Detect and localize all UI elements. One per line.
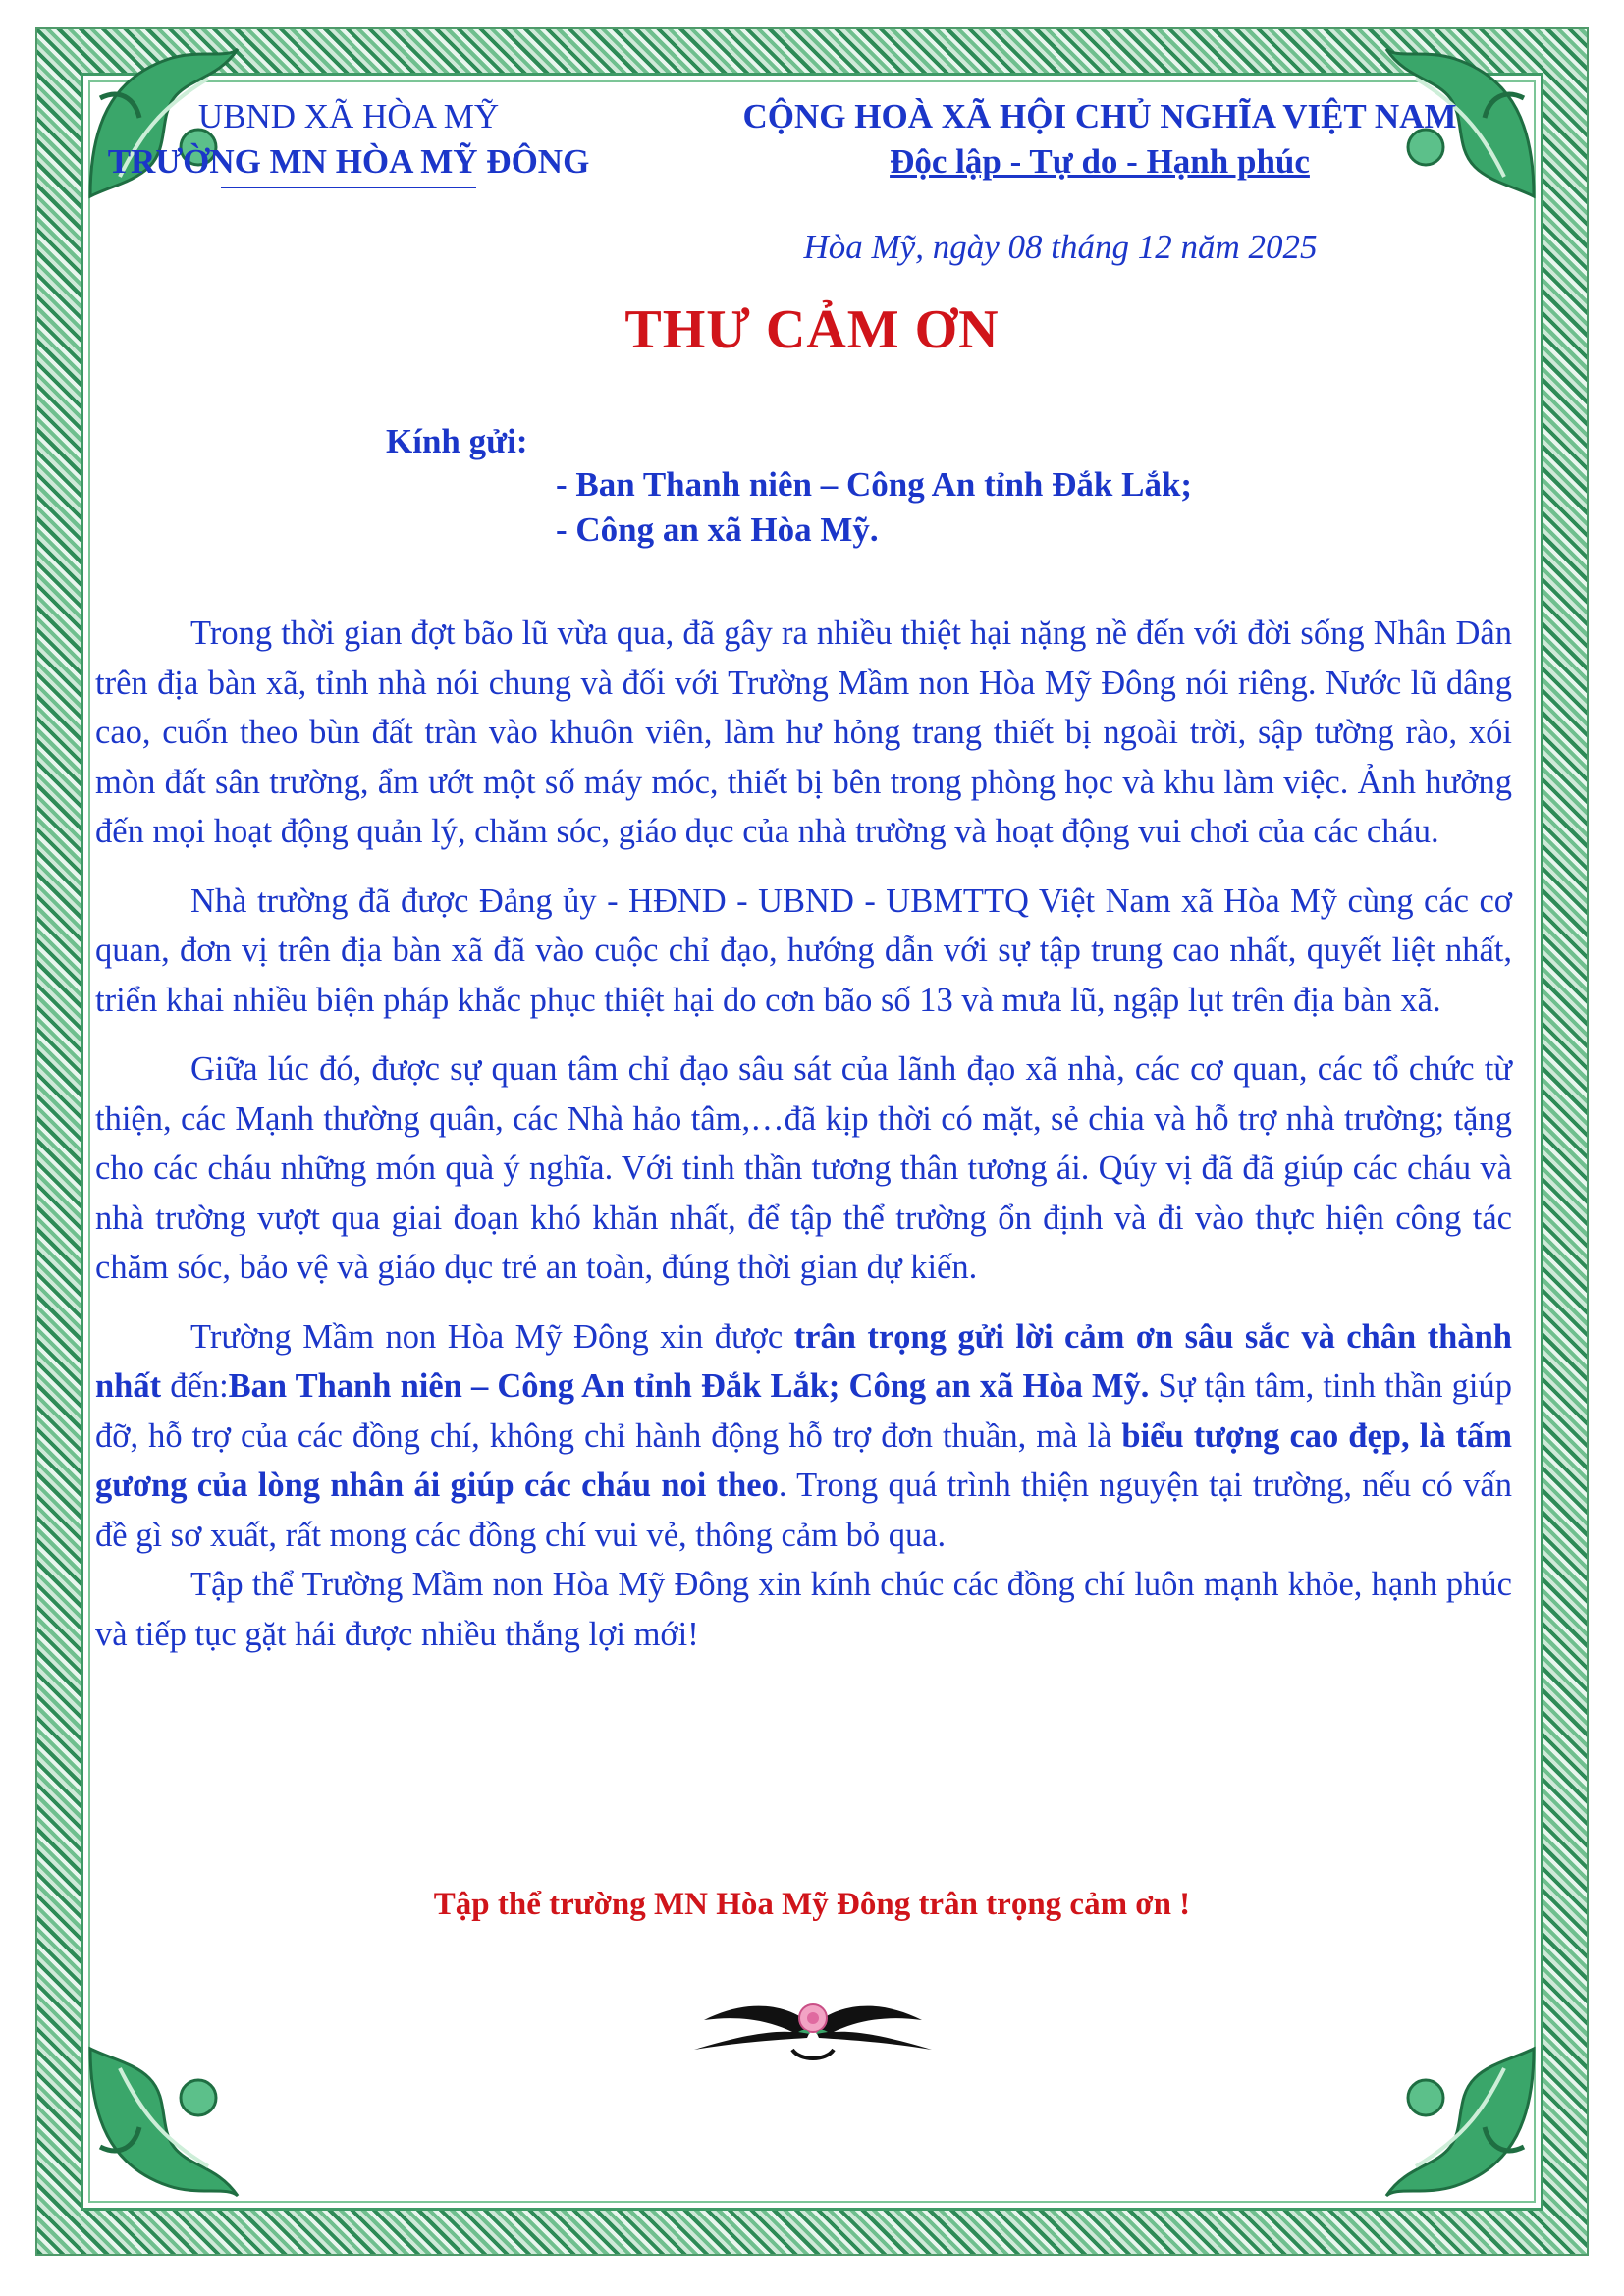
- p4-intro: Trường Mầm non Hòa Mỹ Đông xin được: [190, 1317, 794, 1356]
- issuer-header: [74, 94, 623, 188]
- p4-thanks-bold: trân trọng gửi lời cảm ơn sâu sắc và chân thành nhất: [95, 1317, 1512, 1405]
- letter-body: [95, 609, 1512, 1679]
- flourish-flower-icon: [684, 1981, 942, 2069]
- issuer-school: TRƯỜNG MN HÒA MỸ ĐÔNG: [107, 142, 590, 181]
- national-motto: Độc lập - Tự do - Hạnh phúc: [890, 142, 1310, 181]
- p4-recipients-bold: Ban Thanh niên – Công An tỉnh Đắk Lắk; Công an xã Hòa Mỹ.: [228, 1367, 1150, 1405]
- document-title: THƯ CẢM ƠN: [624, 299, 1000, 360]
- corner-ornament-icon: [81, 2039, 247, 2206]
- paragraph-5: Tập thể Trường Mầm non Hòa Mỹ Đông xin kính chúc các đồng chí luôn mạnh khỏe, hạnh phúc và tiếp tục gặt hái được nhiều thắng lợi mới!: [95, 1566, 1512, 1653]
- recipient-1: - Ban Thanh niên – Công An tỉnh Đắk Lắk;: [556, 465, 1193, 504]
- paragraph-2: Nhà trường đã được Đảng ủy - HĐND - UBND - UBMTTQ Việt Nam xã Hòa Mỹ cùng các cơ quan, đơn vị trên địa bàn xã đã vào cuộc chỉ đạo, hướng dẫn với sự tập trung cao nhất, quyết liệt nhất, triển khai nhiều biện pháp khắc phục thiệt hại do cơn bão số 13 và mưa lũ, ngập lụt trên địa bàn xã.: [95, 881, 1512, 1019]
- national-header: [648, 94, 1551, 185]
- p4-middle: Sự tận tâm, tinh thần giúp đỡ, hỗ trợ của các đồng chí, không chỉ hành động hỗ trợ đơn thuần, mà là: [95, 1367, 1512, 1455]
- p4-end: . Trong quá trình thiện nguyện tại trường, nếu có vấn đề gì sơ xuất, rất mong các đồng chí vui vẻ, thông cảm bỏ qua.: [95, 1467, 1512, 1554]
- recipient-2: - Công an xã Hòa Mỹ.: [556, 510, 879, 549]
- paragraph-3: Giữa lúc đó, được sự quan tâm chỉ đạo sâu sát của lãnh đạo xã nhà, các cơ quan, các tổ chức từ thiện, các Mạnh thường quân, các Nhà hảo tâm,…đã kịp thời có mặt, sẻ chia và hỗ trợ nhà trường; tặng cho các cháu những món quà ý nghĩa. Với tinh thần tương thân tương ái. Qúy vị đã đã giúp các cháu và nhà trường vượt qua giai đoạn khó khăn nhất, để tập thể trường ổn định và đi vào thực hiện công tác chăm sóc, bảo vệ và giáo dục trẻ an toàn, đúng thời gian dự kiến.: [95, 1050, 1512, 1286]
- salutation: Kính gửi:: [386, 422, 528, 460]
- paragraph-1: Trong thời gian đợt bão lũ vừa qua, đã gây ra nhiều thiệt hại nặng nề đến với đời sống Nhân Dân trên địa bàn xã, tỉnh nhà nói chung và đối với Trường Mầm non Hòa Mỹ Đông nói riêng. Nước lũ dâng cao, cuốn theo bùn đất tràn vào khuôn viên, làm hư hỏng trang thiết bị ngoài trời, sập tường rào, xói mòn đất sân trường, ẩm ướt một số máy móc, thiết bị bên trong phòng học và khu làm việc. Ảnh hưởng đến mọi hoạt động quản lý, chăm sóc, giáo dục của nhà trường và hoạt động vui chơi của các cháu.: [95, 614, 1512, 850]
- national-title: CỘNG HOÀ XÃ HỘI CHỦ NGHĨA VIỆT NAM: [742, 97, 1457, 135]
- issuer-authority: UBND XÃ HÒA MỸ: [197, 97, 500, 135]
- paragraph-4: [95, 1312, 1512, 1561]
- p4-to: đến:: [161, 1367, 229, 1405]
- issuer-underline: [221, 187, 476, 188]
- date-line: Hòa Mỹ, ngày 08 tháng 12 năm 2025: [803, 228, 1318, 266]
- p4-symbol-bold: biểu tượng cao đẹp, là tấm gương của lòng nhân ái giúp các cháu noi theo: [95, 1416, 1512, 1504]
- corner-ornament-icon: [1377, 2039, 1543, 2206]
- closing-line: Tập thể trường MN Hòa Mỹ Đông trân trọng cảm ơn !: [433, 1887, 1191, 1922]
